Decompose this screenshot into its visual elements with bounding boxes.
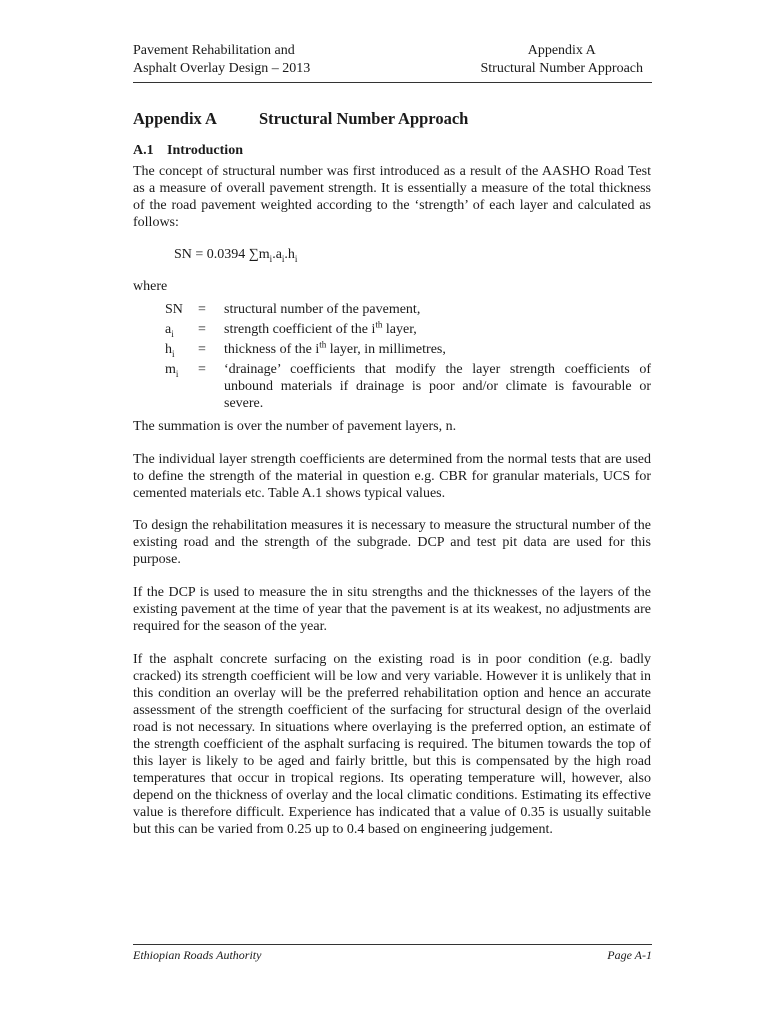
definition-equals: =: [198, 342, 206, 357]
appendix-name: Structural Number Approach: [259, 109, 469, 128]
page-number: Page A-1: [607, 948, 652, 962]
definition-symbol: $m_i$: [165, 362, 179, 379]
definition-symbol: $a_i$: [165, 322, 174, 339]
header-right: [480, 42, 643, 78]
definition-text: thickness of the $i^{th}$ layer, in millimetres,: [224, 339, 446, 357]
definition-equals: =: [198, 322, 206, 337]
header-left-line1: Pavement Rehabilitation and: [133, 43, 295, 58]
formula-sub-1: i: [269, 253, 273, 264]
definition-row: [165, 301, 651, 321]
body-paragraph: To design the rehabilitation measures it is necessary to measure the structural number of the existing road and the strength of the subgrade. DCP and test pit data are used for this purpose.: [133, 518, 651, 567]
definition-row: [165, 321, 651, 341]
definition-equals: =: [198, 362, 206, 377]
formula-sub-2: i: [281, 253, 285, 264]
footer-divider: [133, 944, 652, 945]
definition-equals: =: [198, 302, 206, 317]
section-title: Introduction: [167, 143, 243, 158]
footer-authority: Ethiopian Roads Authority: [133, 948, 262, 962]
header-left: [133, 42, 310, 78]
formula-sub-3: i: [294, 253, 298, 264]
summation-note: The summation is over the number of pavement layers, n.: [133, 419, 457, 434]
formula-mid-1: .a: [272, 247, 282, 262]
header-right-line2: Structural Number Approach: [480, 61, 643, 76]
definition-text: structural number of the pavement,: [224, 302, 421, 317]
formula-mid-2: .h: [284, 247, 295, 262]
header-divider: [133, 82, 652, 83]
definition-symbol: $h_i$: [165, 342, 175, 359]
definition-list: [165, 301, 651, 412]
definition-text: strength coefficient of the $i^{th}$ layer,: [224, 319, 417, 337]
appendix-label: Appendix A: [133, 109, 217, 128]
header-left-line2: Asphalt Overlay Design – 2013: [133, 61, 311, 76]
definition-symbol: SN: [165, 302, 183, 317]
definition-text: ‘drainage’ coefficients that modify the layer strength coefficients of unbound materials if drainage is poor and/or climate is favourable or severe.: [224, 362, 651, 411]
where-label: where: [133, 279, 168, 294]
body-paragraph: If the DCP is used to measure the in situ strengths and the thicknesses of the layers of the existing pavement at the time of year that the pavement is at its weakest, no adjustments are required for the season of the year.: [133, 585, 651, 634]
intro-paragraph: The concept of structural number was first introduced as a result of the AASHO Road Test as a measure of overall pavement strength. It is essentially a measure of the total thickness of the road pavement weighted according to the ‘strength’ of each layer and calculated as follows:: [133, 164, 651, 230]
definition-row: [165, 341, 651, 361]
sn-formula: [174, 246, 297, 263]
body-paragraph: The individual layer strength coefficients are determined from the normal tests that are used to define the strength of the material in question e.g. CBR for granular materials, UCS for cemented materials etc. Table A.1 shows typical values.: [133, 452, 651, 501]
section-heading: [133, 143, 243, 159]
formula-prefix: SN = 0.0394 ∑m: [174, 247, 270, 262]
definition-row: [165, 361, 651, 412]
header-right-line1: Appendix A: [527, 43, 596, 58]
body-paragraph: If the asphalt concrete surfacing on the existing road is in poor condition (e.g. badly cracked) its strength coefficient will be low and very variable. However it is unlikely that in this condition an overlay will be the preferred rehabilitation option and hence an accurate assessment of the strength coefficient of the surfacing for structural design of the overlaid road is not necessary. In situations where overlaying is the preferred option, an estimate of the strength coefficient of the asphalt surfacing is required. The bitumen towards the top of this layer is likely to be aged and fairly brittle, but this is compensated by the high road temperatures that occur in tropical regions. Its operating temperature will, however, also depend on the thickness of overlay and the local climatic conditions. Estimating its effective value is therefore difficult. Experience has indicated that a value of 0.35 is usually suitable but this can be varied from 0.25 up to 0.4 based on engineering judgement.: [133, 652, 651, 837]
section-number: A.1: [133, 143, 154, 158]
